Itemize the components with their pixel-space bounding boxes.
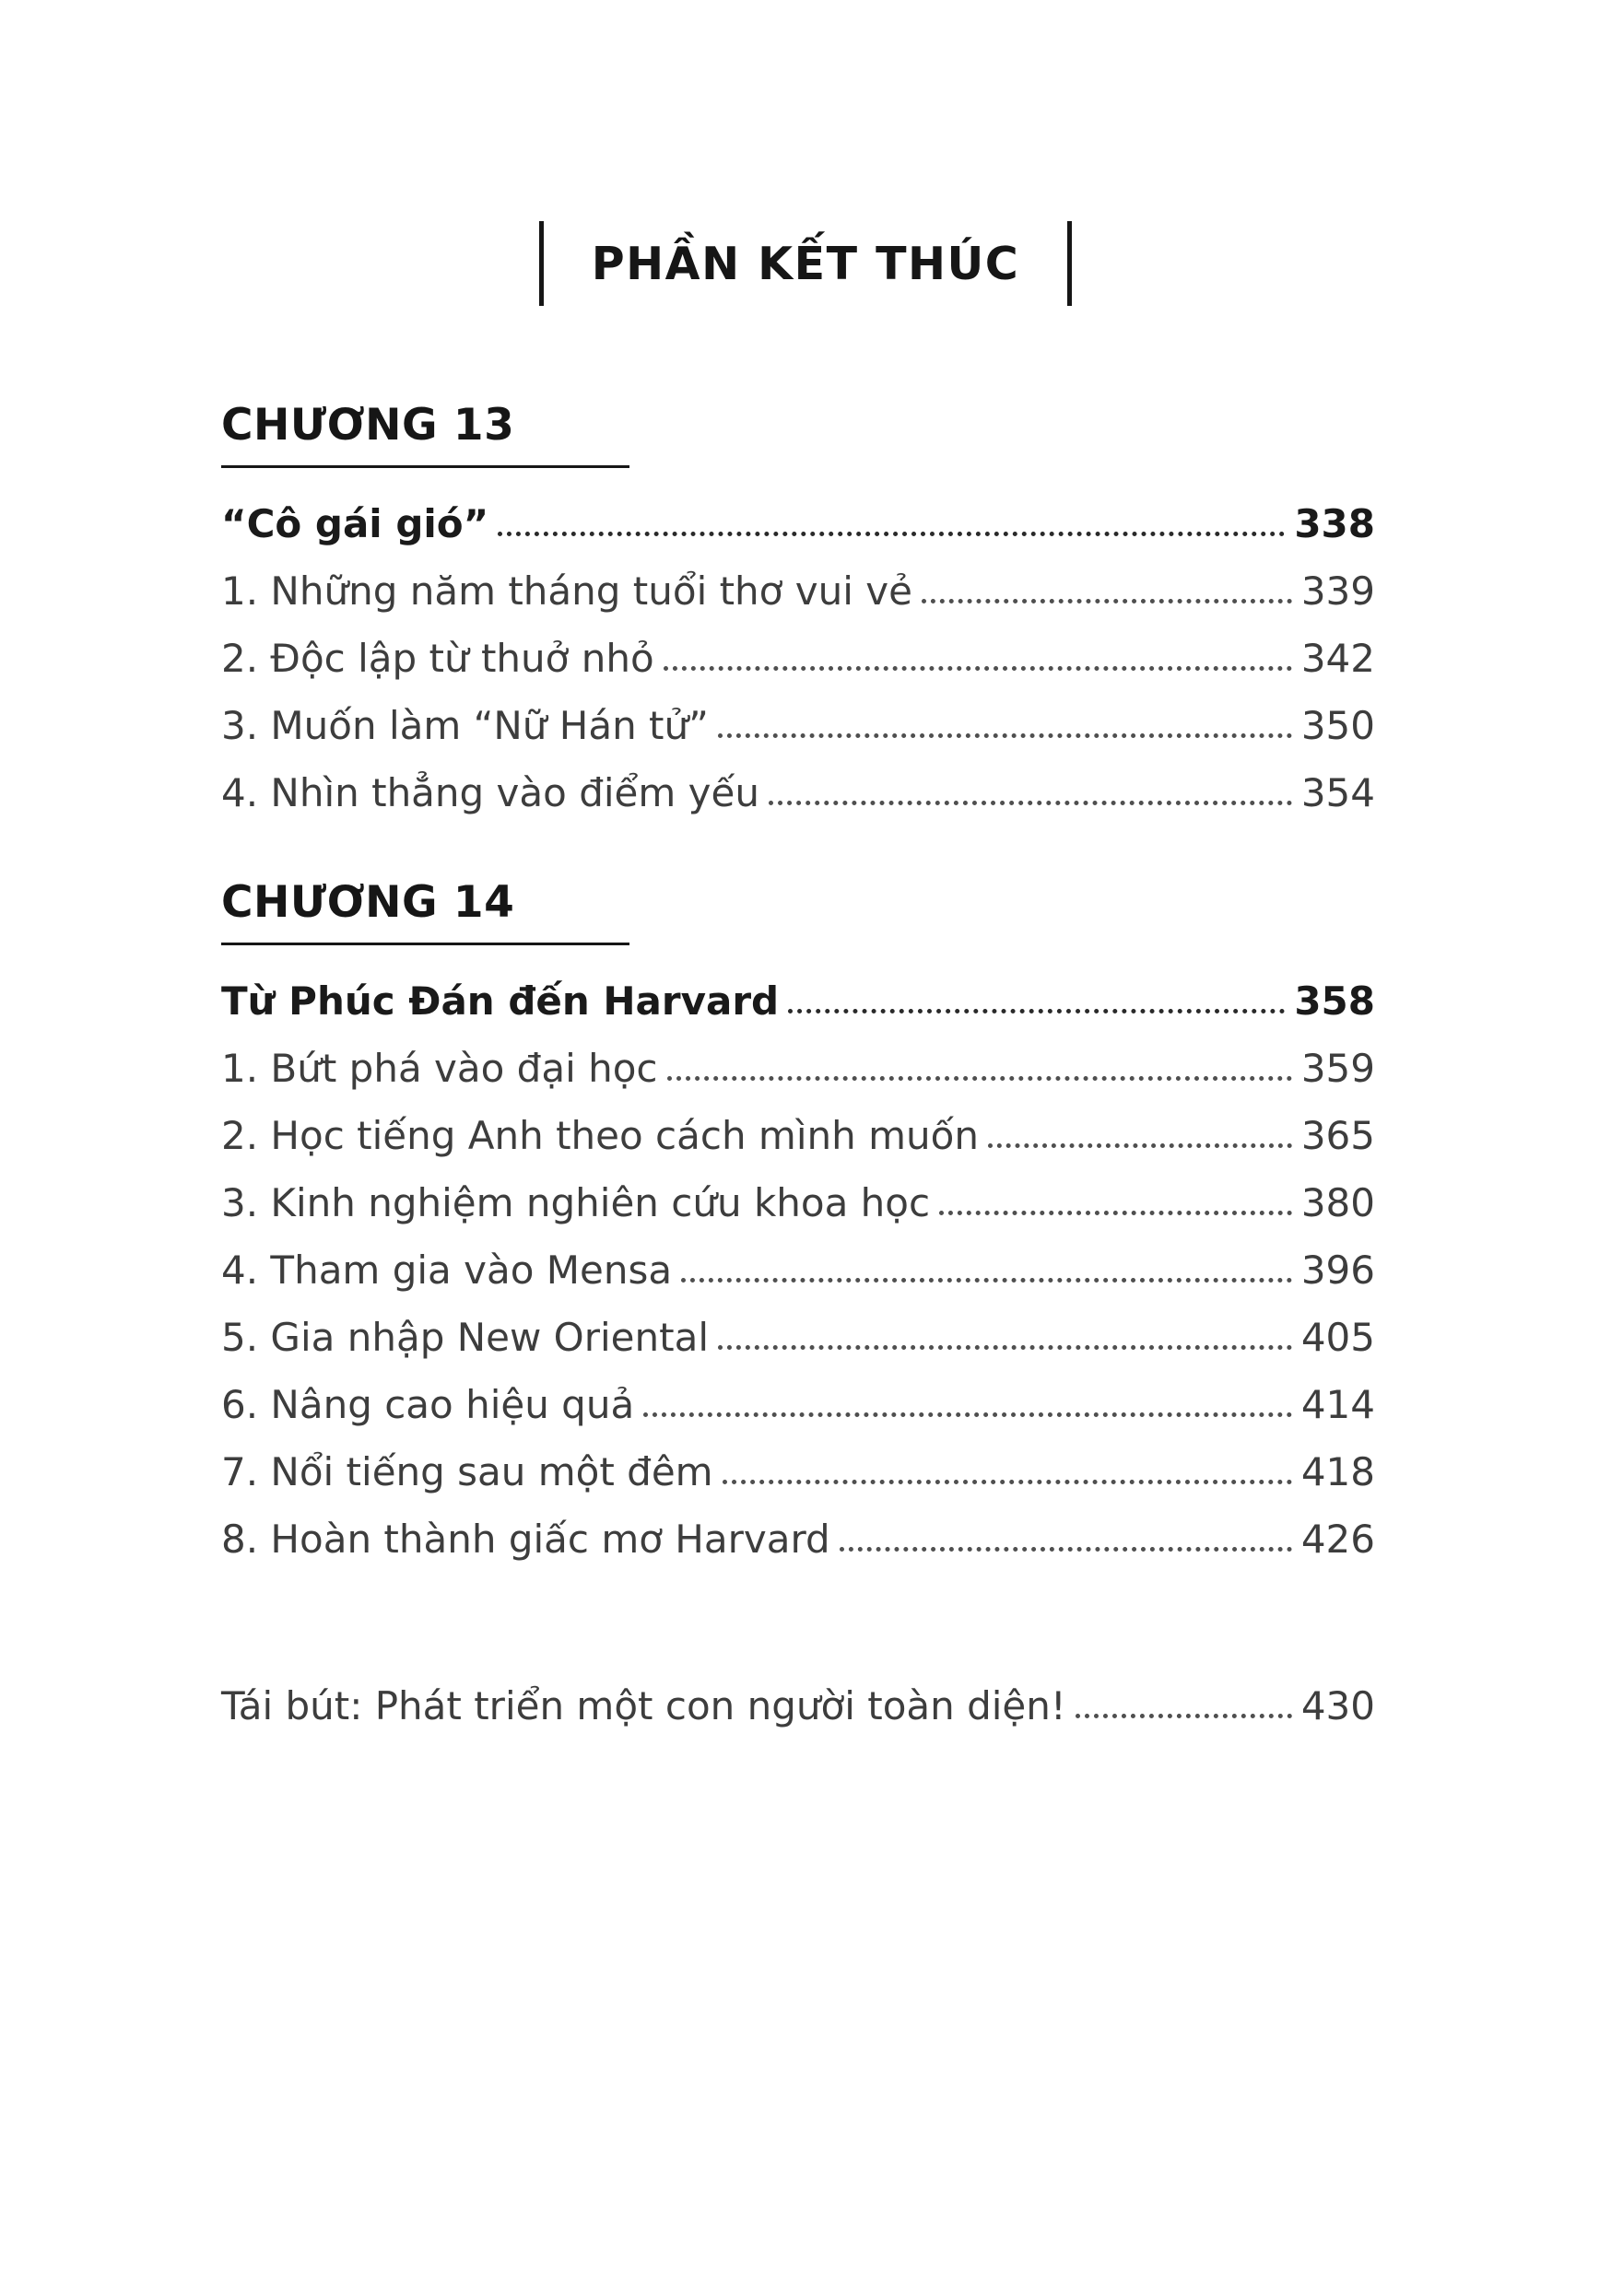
dot-leader (1076, 1714, 1292, 1718)
chapter-14-heading: CHƯƠNG 14 (221, 877, 629, 945)
dot-leader (498, 532, 1285, 536)
toc-entry-page: 354 (1300, 770, 1375, 815)
toc-entry-page: 365 (1300, 1113, 1375, 1158)
dot-leader (667, 1076, 1292, 1081)
toc-entry (221, 557, 1375, 625)
toc-entry-label: 3. Muốn làm “Nữ Hán tử” (221, 703, 709, 748)
toc-entry (221, 1438, 1375, 1505)
toc-entry (221, 759, 1375, 826)
postscript-label: Tái bút: Phát triển một con người toàn diện! (221, 1683, 1066, 1728)
postscript-entry (221, 1672, 1375, 1740)
title-right-bar (1067, 221, 1072, 306)
table-of-contents (221, 400, 1375, 1740)
part-title: PHẦN KẾT THÚC (591, 237, 1020, 290)
toc-entry (221, 625, 1375, 692)
dot-leader (788, 1009, 1285, 1013)
dot-leader (939, 1211, 1292, 1215)
toc-entry (221, 1035, 1375, 1102)
toc-entry-page: 380 (1300, 1180, 1375, 1225)
toc-entry (221, 490, 1375, 557)
toc-entry-label: 1. Những năm tháng tuổi thơ vui vẻ (221, 568, 912, 614)
toc-entry-page: 338 (1294, 501, 1375, 546)
toc-entry (221, 967, 1375, 1035)
dot-leader (643, 1412, 1292, 1417)
toc-entry-label: 2. Học tiếng Anh theo cách mình muốn (221, 1113, 979, 1158)
toc-entry-label: Từ Phúc Đán đến Harvard (221, 978, 780, 1024)
chapter-13-section (221, 400, 1375, 826)
toc-entry-page: 359 (1300, 1046, 1375, 1091)
toc-entry (221, 1169, 1375, 1236)
toc-entry-label: 2. Độc lập từ thuở nhỏ (221, 636, 654, 681)
part-title-block (0, 0, 1611, 306)
toc-entry-label: 5. Gia nhập New Oriental (221, 1315, 709, 1360)
toc-entry (221, 1102, 1375, 1169)
toc-entry-page: 414 (1300, 1382, 1375, 1427)
dot-leader (988, 1143, 1292, 1148)
toc-entry-label: 4. Nhìn thẳng vào điểm yếu (221, 770, 759, 815)
toc-entry (221, 1304, 1375, 1371)
dot-leader (769, 801, 1292, 805)
toc-entry-label: 1. Bứt phá vào đại học (221, 1046, 658, 1091)
dot-leader (840, 1547, 1292, 1552)
toc-entry-label: “Cô gái gió” (221, 501, 489, 546)
chapter-14-section (221, 877, 1375, 1573)
toc-entry (221, 1505, 1375, 1573)
dot-leader (664, 666, 1292, 671)
toc-entry-label: 7. Nổi tiếng sau một đêm (221, 1449, 713, 1494)
toc-entry-label: 6. Nâng cao hiệu quả (221, 1382, 635, 1427)
dot-leader (718, 733, 1292, 738)
dot-leader (922, 599, 1292, 603)
chapter-14-entries (221, 967, 1375, 1573)
toc-entry-page: 342 (1300, 636, 1375, 681)
toc-entry-label: 4. Tham gia vào Mensa (221, 1248, 673, 1293)
chapter-13-entries (221, 490, 1375, 826)
toc-entry-label: 8. Hoàn thành giấc mơ Harvard (221, 1517, 830, 1562)
toc-entry (221, 1236, 1375, 1304)
dot-leader (723, 1480, 1292, 1484)
dot-leader (718, 1345, 1292, 1350)
toc-entry-page: 358 (1294, 978, 1375, 1024)
title-left-bar (539, 221, 544, 306)
toc-entry-page: 405 (1300, 1315, 1375, 1360)
toc-entry (221, 1371, 1375, 1438)
toc-entry (221, 692, 1375, 759)
toc-entry-page: 339 (1300, 568, 1375, 614)
postscript-page: 430 (1300, 1683, 1375, 1728)
dot-leader (681, 1278, 1292, 1283)
toc-entry-page: 396 (1300, 1248, 1375, 1293)
chapter-13-heading: CHƯƠNG 13 (221, 400, 629, 468)
toc-entry-page: 418 (1300, 1449, 1375, 1494)
toc-entry-page: 426 (1300, 1517, 1375, 1562)
toc-entry-page: 350 (1300, 703, 1375, 748)
toc-entry-label: 3. Kinh nghiệm nghiên cứu khoa học (221, 1180, 931, 1225)
